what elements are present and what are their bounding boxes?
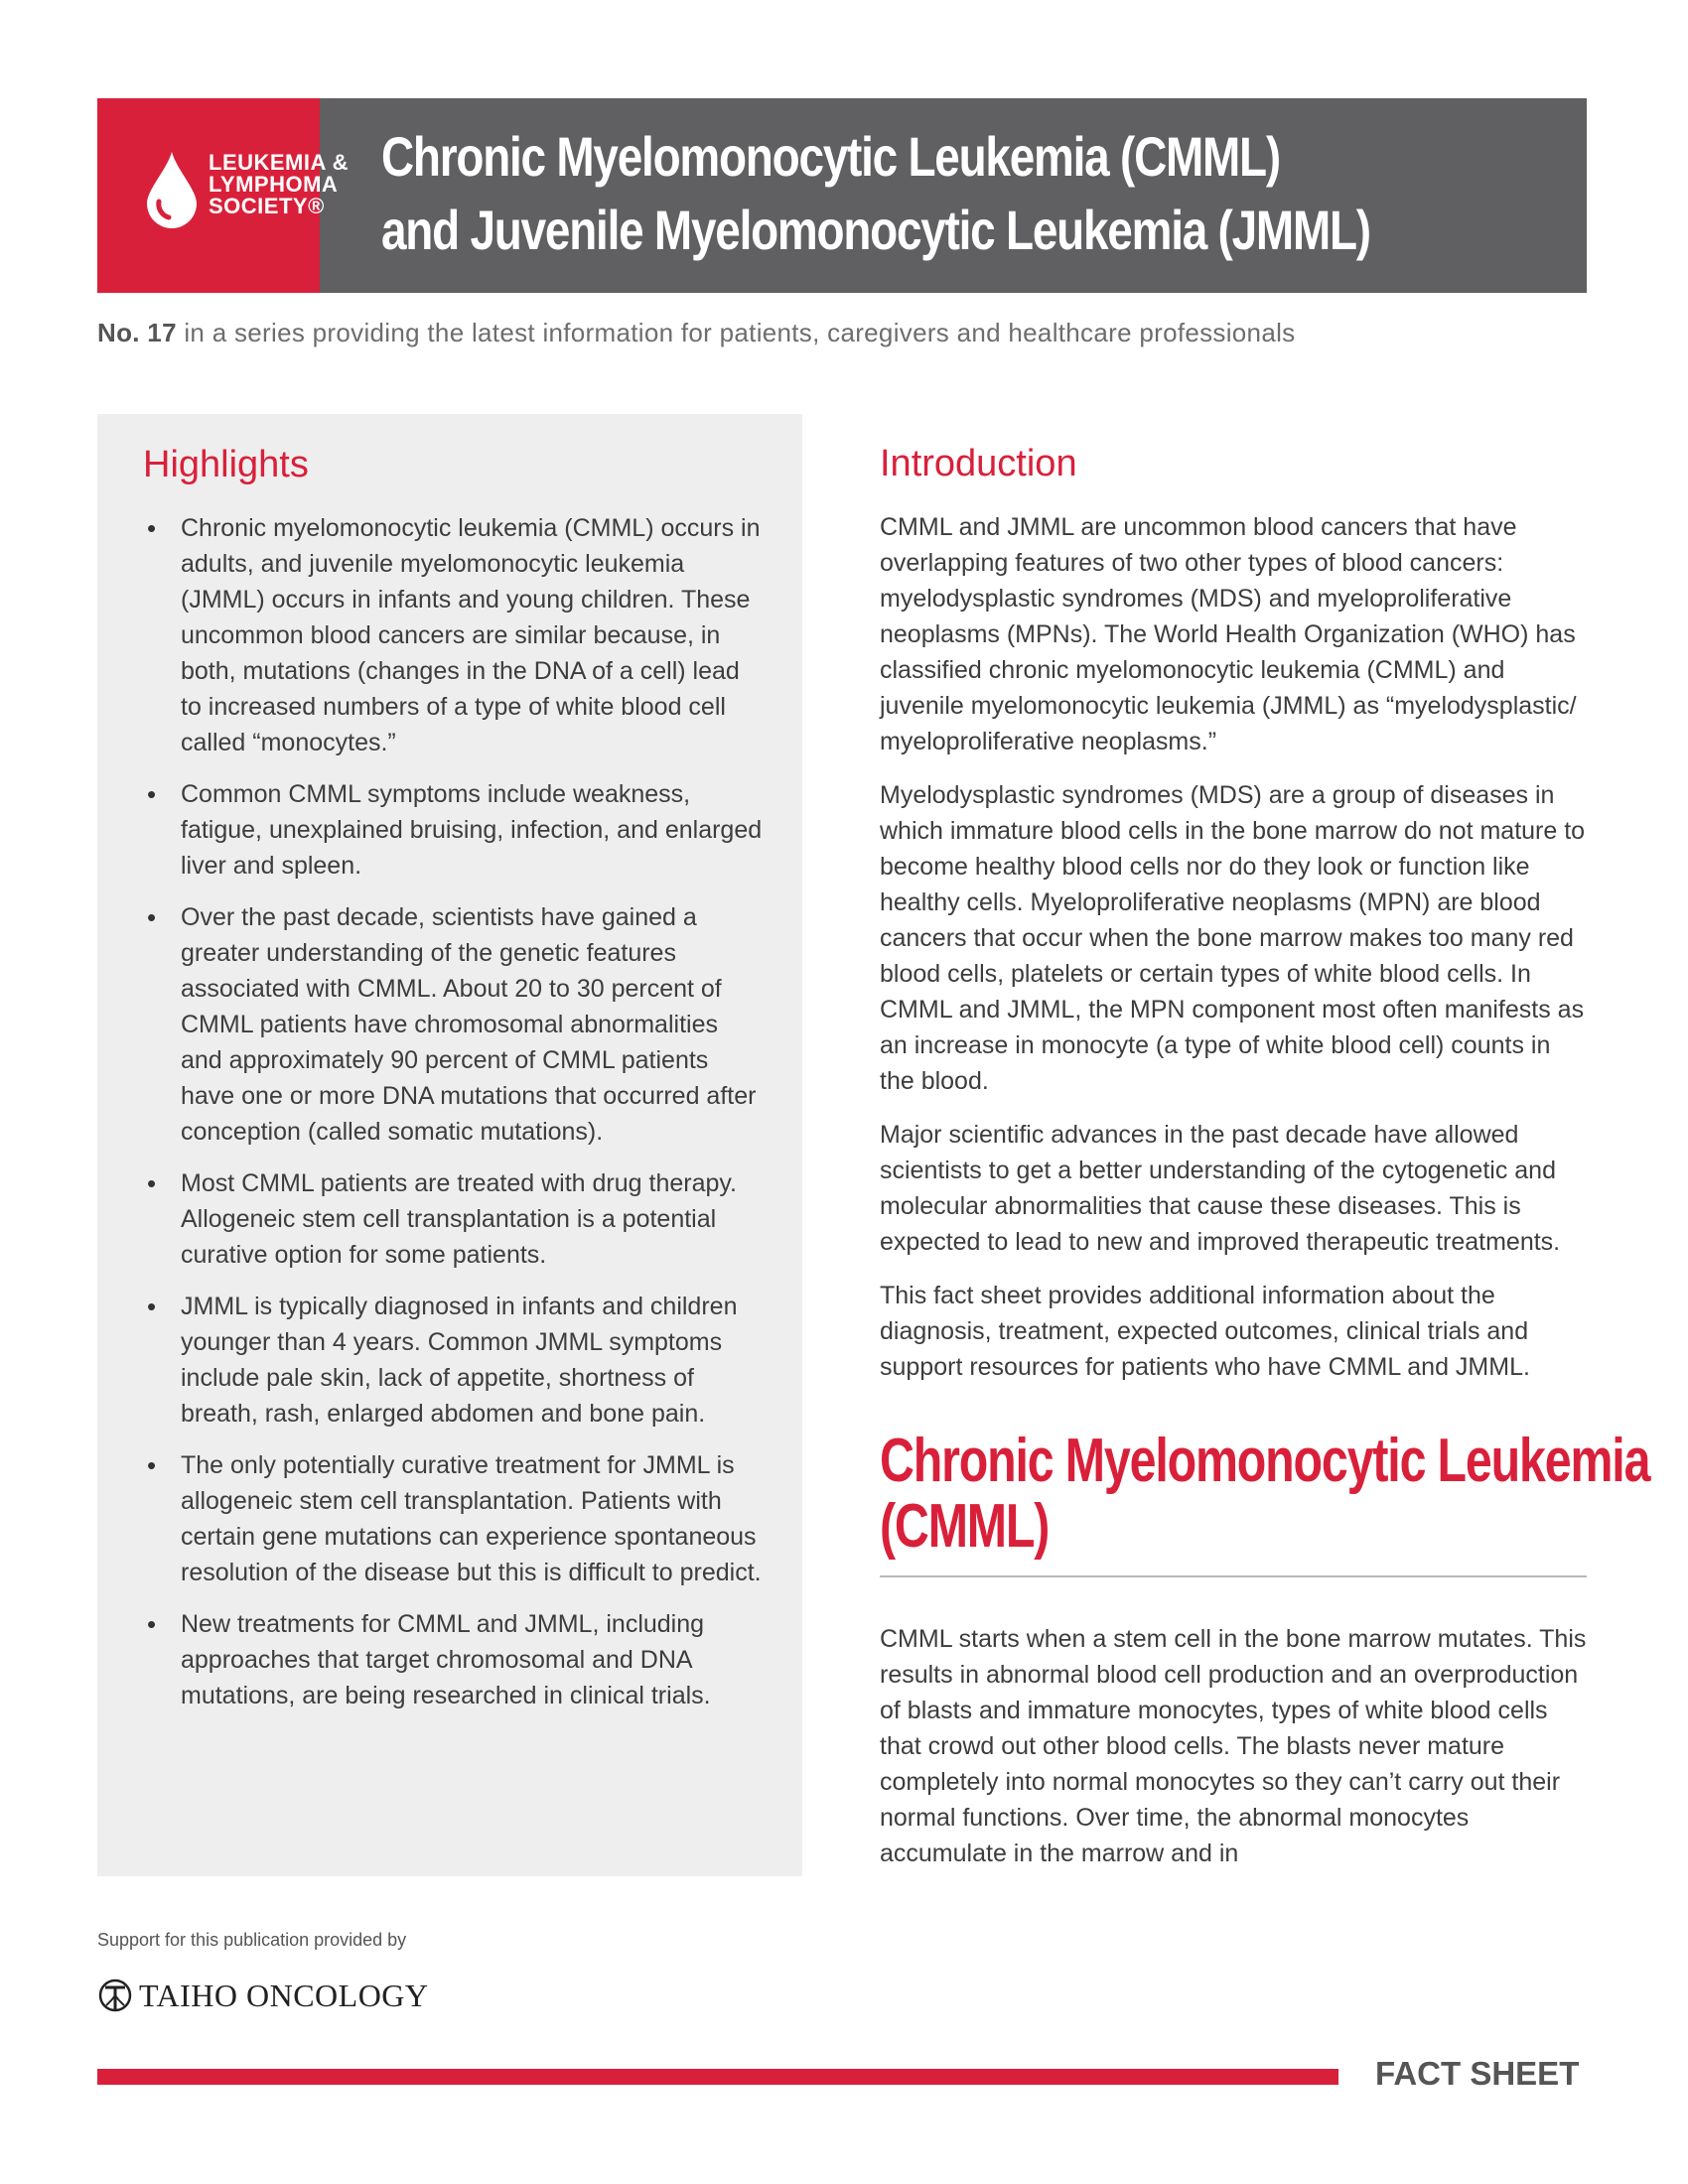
taiho-name: TAIHO ONCOLOGY [139,1977,429,2013]
taiho-oncology-logo [97,1976,429,2015]
list-item [143,1447,763,1590]
brand-line-3: SOCIETY® [209,194,325,218]
highlights-panel [97,414,802,1876]
bullet: • [147,1168,157,1198]
highlights-heading: Highlights [143,444,309,485]
support-note: Support for this publication provided by [97,1930,407,1950]
lls-logo [97,98,350,293]
highlight-text: Chronic myelomonocytic leukemia (CMML) occurs in adults, and juvenile myelomonocytic leukemia (JMML) occurs in infants and young children. These uncommon blood cancers are similar because, in both, mutations (changes in the DNA of a cell) lead to increased numbers of a type of white blood cell called “monocytes.” [181,514,761,756]
highlight-text: Most CMML patients are treated with drug therapy. Allogeneic stem cell transplantation is a potential curative option for some patients. [181,1169,737,1269]
brand-line-2: LYMPHOMA [209,172,339,197]
cmml-section-title-line-1: Chronic Myelomonocytic Leukemia [880,1427,1650,1495]
highlight-text: Over the past decade, scientists have gained a greater understanding of the genetic features associated with CMML. About 20 to 30 percent of CMML patients have chromosomal abnormalities and approximately 90 percent of CMML patients have one or more DNA mutations that occurred after conception (called somatic mutations). [181,903,757,1146]
series-text: in a series providing the latest information for patients, caregivers and healthcare professionals [176,318,1296,347]
list-item [143,776,763,884]
bullet: • [147,902,157,932]
taiho-logo-icon [97,1976,133,2015]
fact-sheet-label: FACT SHEET [1375,2055,1580,2092]
bullet: • [147,1609,157,1639]
series-note [97,318,1295,348]
right-column [880,443,1650,1889]
list-item [143,1289,763,1432]
cmml-paragraph: CMML starts when a stem cell in the bone marrow mutates. This results in abnormal blood cell production and an overproduction of blasts and immature monocytes, types of white blood cells that crowd out other blood cells. The blasts never mature completely into normal monocytes so they can’t carry out their normal functions. Over time, the abnormal monocytes accumulate in the marrow and in [880,1625,1587,1867]
highlight-text: JMML is typically diagnosed in infants and children younger than 4 years. Common JMML symptoms include pale skin, lack of appetite, shortness of breath, rash, enlarged abdomen and bone pain. [181,1293,738,1428]
bullet: • [147,779,157,809]
intro-paragraph-4: This fact sheet provides additional information about the diagnosis, treatment, expected outcomes, clinical trials and support resources for patients who have CMML and JMML. [880,1282,1530,1381]
intro-paragraph-3: Major scientific advances in the past decade have allowed scientists to get a better understanding of the cytogenetic and molecular abnormalities that cause these diseases. This is expected to lead to new and improved therapeutic treatments. [880,1121,1561,1256]
bullet: • [147,1450,157,1480]
highlight-text: Common CMML symptoms include weakness, fatigue, unexplained bruising, infection, and enlarged liver and spleen. [181,780,763,880]
intro-paragraph-2: Myelodysplastic syndromes (MDS) are a group of diseases in which immature blood cells in the bone marrow do not mature to become healthy blood cells nor do they look or function like healthy cells. Myeloproliferative neoplasms (MPN) are blood cancers that occur when the bone marrow makes too many red blood cells, platelets or certain types of white blood cells. In CMML and JMML, the MPN component most often manifests as an increase in monocyte (a type of white blood cell) counts in the blood. [880,781,1586,1095]
highlight-text: New treatments for CMML and JMML, including approaches that target chromosomal and DNA mutations, are being researched in clinical trials. [181,1610,711,1709]
intro-paragraph-1: CMML and JMML are uncommon blood cancers that have overlapping features of two other types of blood cancers: myelodysplastic syndromes (MDS) and myeloproliferative neoplasms (MPNs). The World Health Organization (WHO) has classified chronic myelomonocytic leukemia (CMML) and juvenile myelomonocytic leukemia (JMML) as “myelodysplastic/ myeloproliferative neoplasms.” [880,513,1577,755]
section-divider [880,1575,1587,1577]
list-item [143,899,763,1150]
brand-line-1: LEUKEMIA & [209,150,350,175]
document-title [320,98,1587,293]
header-banner [97,98,1587,293]
list-item [143,1165,763,1273]
list-item [143,1606,763,1713]
blood-drop-icon [145,150,199,229]
highlight-text: The only potentially curative treatment for JMML is allogeneic stem cell transplantation. Patients with certain gene mutations can experience spontaneous resolution of the disease but this is difficult to predict. [181,1451,762,1586]
title-line-1: Chronic Myelomonocytic Leukemia (CMML) [380,125,1280,188]
cmml-section-title-line-2: (CMML) [880,1492,1050,1561]
footer-bar [97,2069,1338,2085]
bullet: • [147,1292,157,1321]
series-number: No. 17 [97,318,177,347]
title-line-2: and Juvenile Myelomonocytic Leukemia (JMML) [380,199,1370,261]
bullet: • [147,513,157,543]
lls-wordmark [209,152,349,217]
introduction-heading: Introduction [880,443,1077,484]
list-item [143,510,763,760]
highlights-list [143,510,763,1713]
